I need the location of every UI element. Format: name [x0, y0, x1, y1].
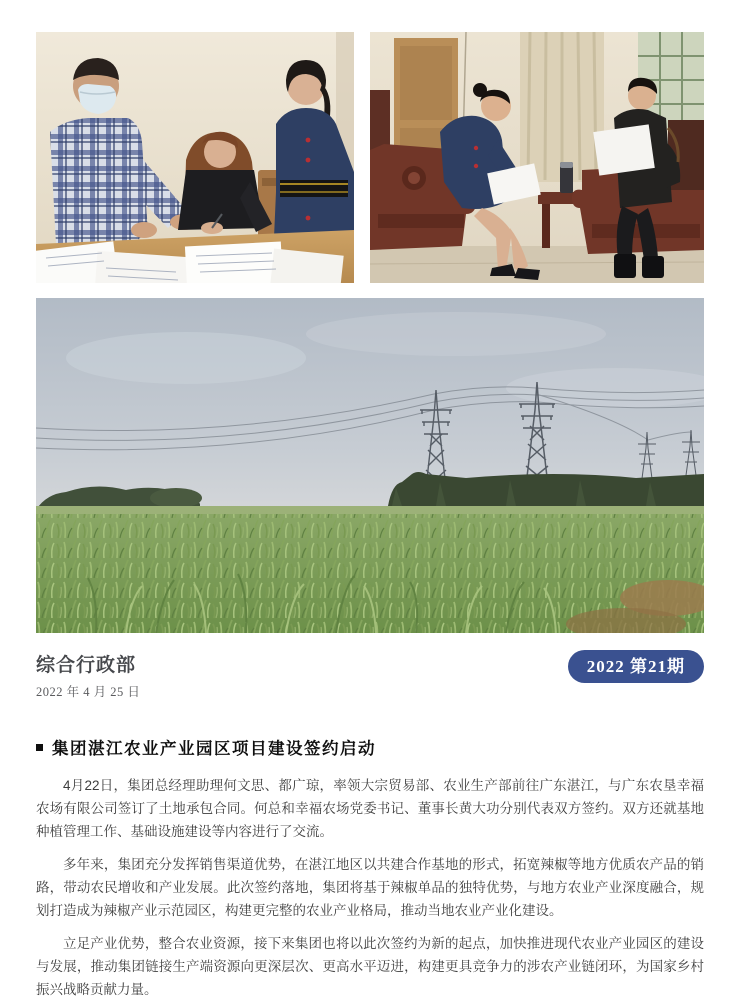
- department-name: 综合行政部: [36, 655, 137, 676]
- department-block: [36, 650, 140, 700]
- photo-farmland: [36, 298, 704, 633]
- article-title: 集团湛江农业产业园区项目建设签约启动: [52, 740, 376, 758]
- photo-document-review-illustration: [370, 32, 704, 283]
- photo-contract-signing-illustration: [36, 32, 354, 283]
- article-paragraph: 4月22日，集团总经理助理何文思、都广琼，率领大宗贸易部、农业生产部前往广东湛江，与广东农垦幸福农场有限公司签订了土地承包合同。何总和幸福农场党委书记、董事长黄大功分别代表双方签约。双方还就基地种植管理工作、基础设施建设等内容进行了交流。: [36, 778, 704, 839]
- article-paragraph: 多年来，集团充分发挥销售渠道优势，在湛江地区以共建合作基地的形式，拓宽辣椒等地方优质农产品的销路，带动农民增收和产业发展。此次签约落地，集团将基于辣椒单品的独特优势，与地方农业产业深度融合，规划打造成为辣椒产业示范园区，构建更完整的农业产业格局，推动当地农业产业化建设。: [36, 857, 704, 918]
- meta-row: [36, 650, 704, 700]
- issue-date: 2022 年 4 月 25 日: [36, 685, 141, 699]
- article-title-row: [36, 735, 704, 759]
- square-bullet-icon: [36, 744, 43, 751]
- photo-farmland-illustration: [36, 298, 704, 633]
- photo-contract-signing: [36, 32, 354, 283]
- photo-document-review: [370, 32, 704, 283]
- photo-row: [36, 32, 704, 283]
- article-paragraph: 立足产业优势，整合农业资源，接下来集团也将以此次签约为新的起点，加快推进现代农业产业园区的建设与发展，推动集团链接生产端资源向更深层次、更高水平迈进，构建更具竞争力的涉农产业链闭环，为国家乡村振兴战略贡献力量。: [36, 936, 704, 997]
- article-body: [36, 774, 704, 1001]
- article: [36, 735, 704, 1005]
- issue-number-badge: 2022 第21期: [568, 650, 704, 683]
